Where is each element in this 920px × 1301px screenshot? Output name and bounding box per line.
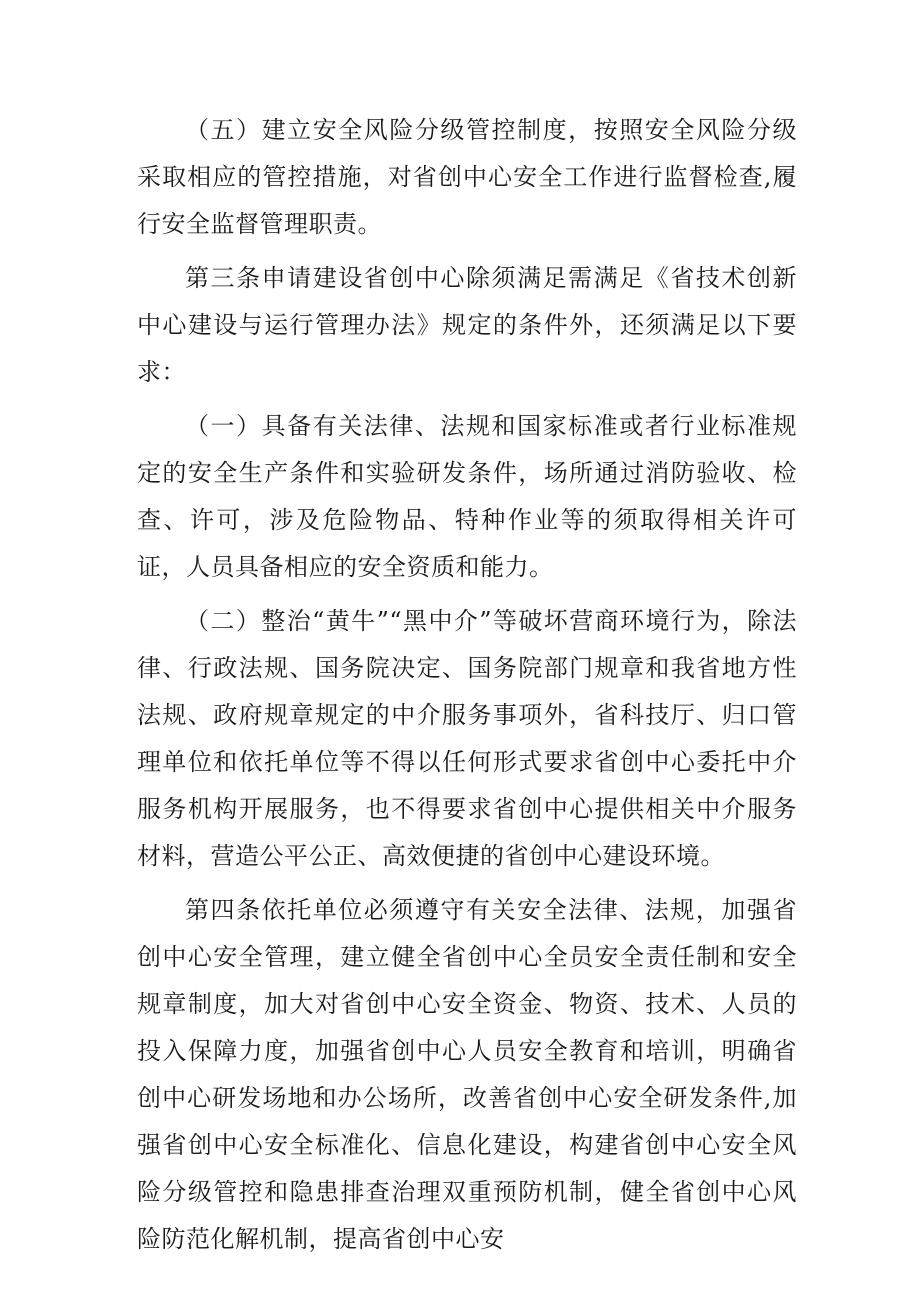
document-body <box>137 107 797 1270</box>
paragraph-item-5-safety-risk: （五）建立安全风险分级管控制度，按照安全风险分级采取相应的管控措施，对省创中心安全工作进行监督检查,履行安全监督管理职责。 <box>137 116 797 238</box>
paragraph-item-1-conditions: （一）具备有关法律、法规和国家标准或者行业标准规定的安全生产条件和实验研发条件，场所通过消防验收、检查、许可，涉及危险物品、特种作业等的须取得相关许可证，人员具备相应的安全资质和能力。 <box>137 412 797 581</box>
article-3-paragraph: 第三条申请建设省创中心除须满足需满足《省技术创新中心建设与运行管理办法》规定的条件外，还须满足以下要求： <box>137 264 797 386</box>
paragraph-item-2-intermediary: （二）整治“黄牛”“黑中介”等破坏营商环境行为，除法律、行政法规、国务院决定、国务院部门规章和我省地方性法规、政府规章规定的中介服务事项外，省科技厅、归口管理单位和依托单位等不得以任何形式要求省创中心委托中介服务机构开展服务，也不得要求省创中心提供相关中介服务材料，营造公平公正、高效便捷的省创中心建设环境。 <box>137 607 797 870</box>
article-4-paragraph: 第四条依托单位必须遵守有关安全法律、法规，加强省创中心安全管理，建立健全省创中心全员安全责任制和安全规章制度，加大对省创中心安全资金、物资、技术、人员的投入保障力度，加强省创中心人员安全教育和培训，明确省创中心研发场地和办公场所，改善省创中心安全研发条件,加强省创中心安全标准化、信息化建设，构建省创中心安全风险分级管控和隐患排查治理双重预防机制，健全省创中心风险防范化解机制，提高省创中心安 <box>137 896 797 1253</box>
